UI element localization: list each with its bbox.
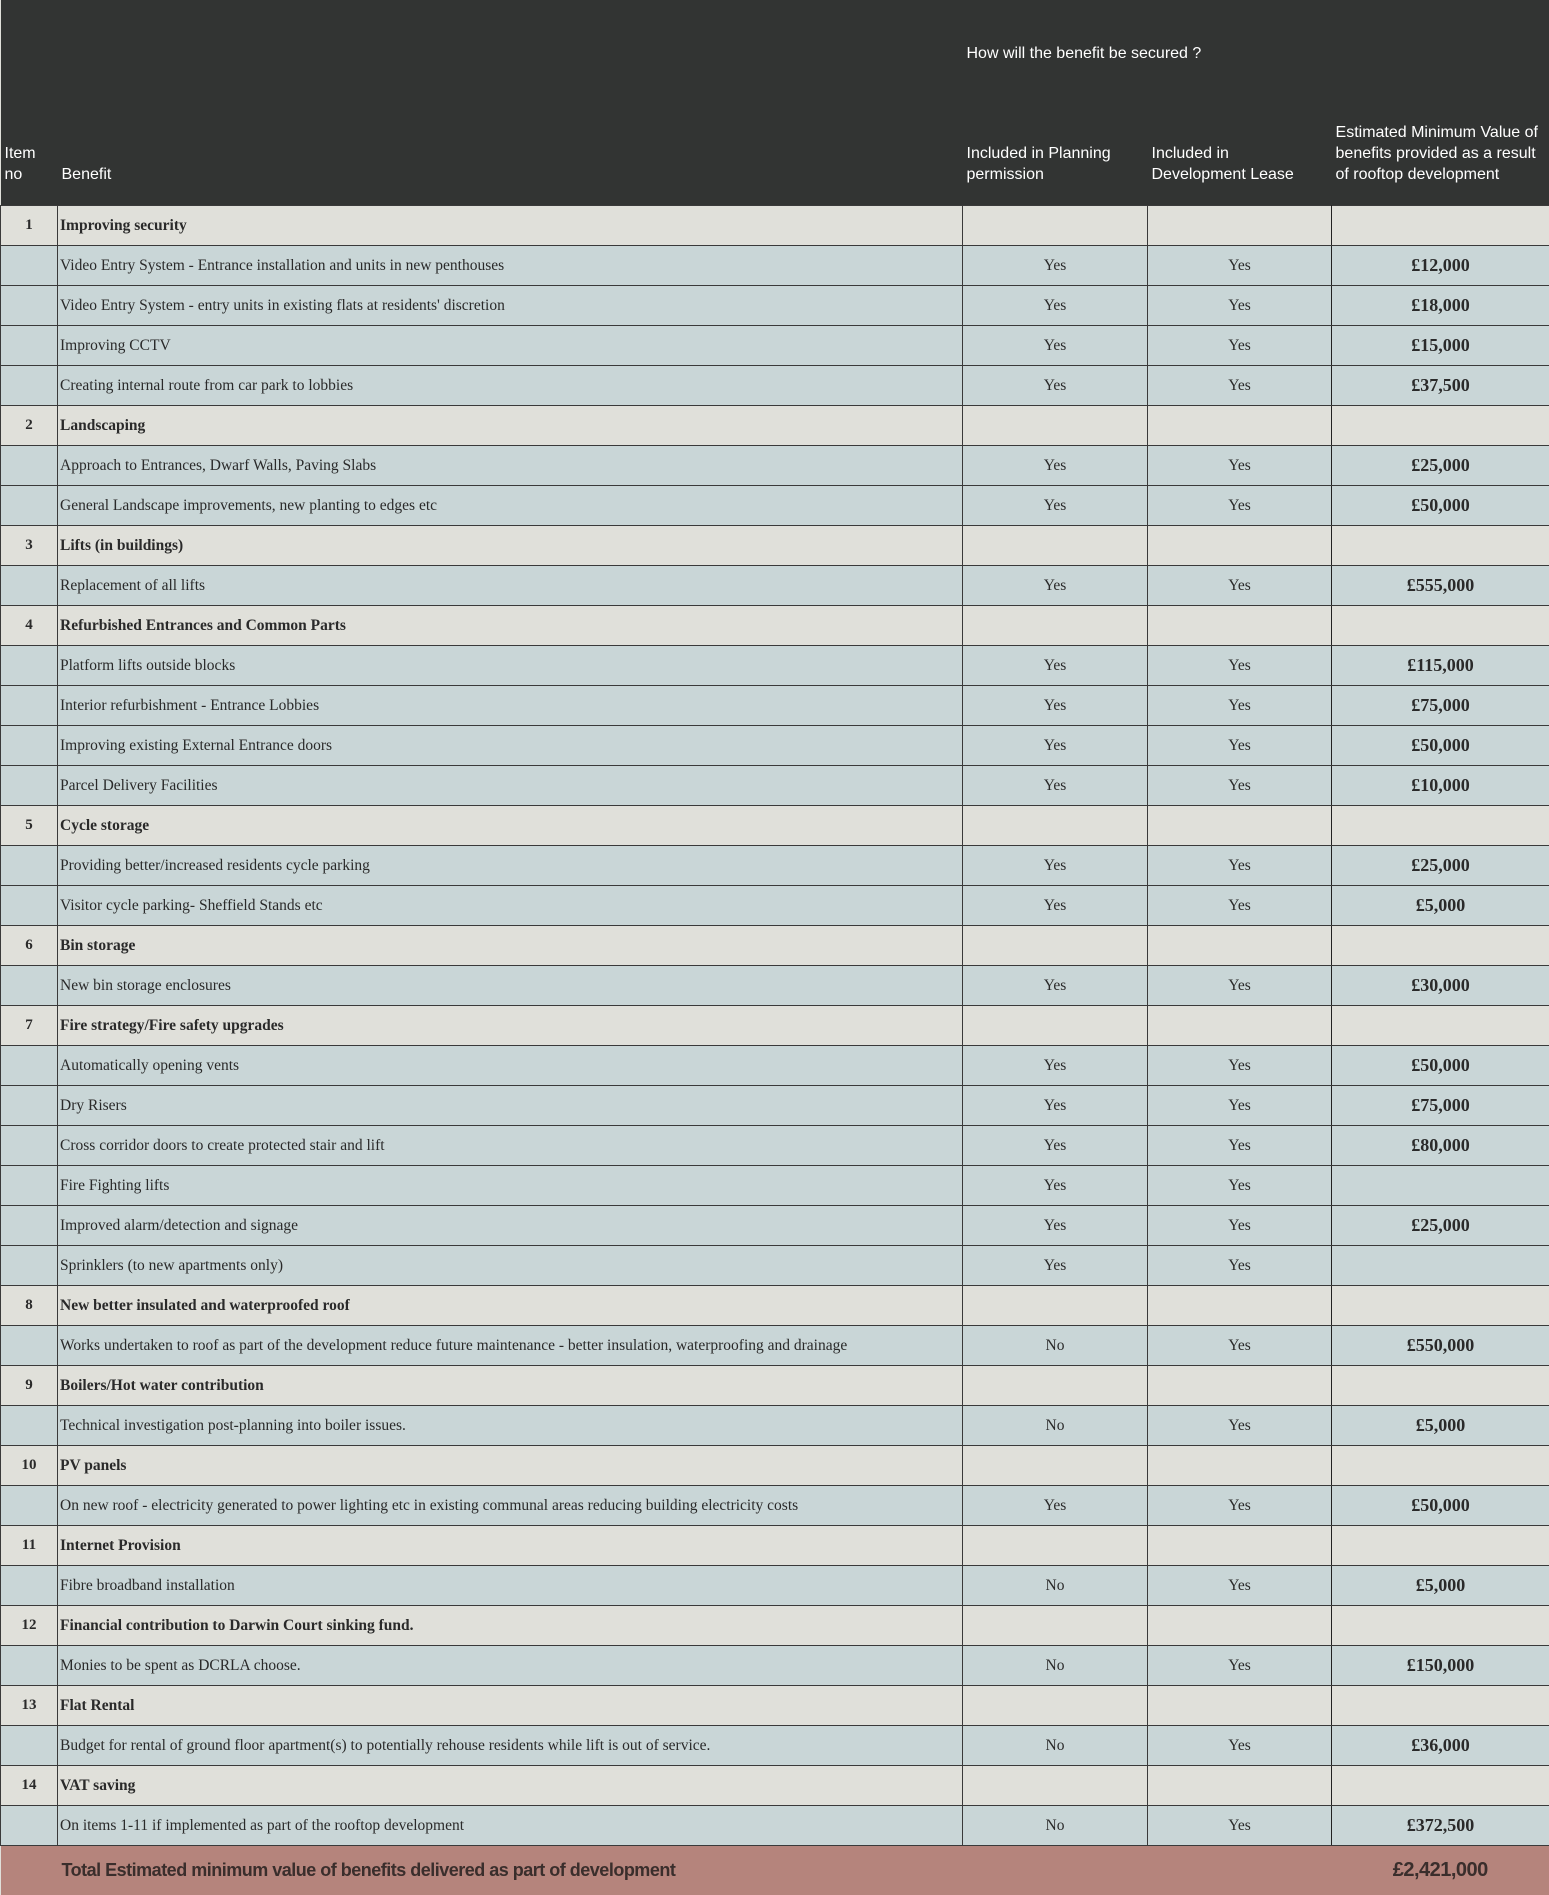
table-row: [1, 1326, 1549, 1366]
benefit-cell: Providing better/increased residents cycle parking: [58, 846, 963, 886]
planning-cell: [963, 606, 1148, 646]
table-row: [1, 1646, 1549, 1686]
table-row: [1, 486, 1549, 526]
lease-cell: Yes: [1148, 1206, 1332, 1246]
value-cell: [1332, 1446, 1549, 1486]
section-row: [1, 806, 1549, 846]
planning-cell: [963, 526, 1148, 566]
value-cell: [1332, 926, 1549, 966]
lease-cell: Yes: [1148, 766, 1332, 806]
item-no-cell: [1, 486, 58, 526]
value-cell: £50,000: [1332, 1486, 1549, 1526]
section-row: [1, 406, 1549, 446]
lease-cell: [1148, 1446, 1332, 1486]
value-cell: £115,000: [1332, 646, 1549, 686]
lease-cell: Yes: [1148, 726, 1332, 766]
lease-cell: Yes: [1148, 966, 1332, 1006]
item-no-cell: [1, 286, 58, 326]
value-cell: £37,500: [1332, 366, 1549, 406]
item-no-cell: 4: [1, 606, 58, 646]
table-row: [1, 1246, 1549, 1286]
item-no-cell: 12: [1, 1606, 58, 1646]
benefit-cell: On new roof - electricity generated to power lighting etc in existing communal areas reducing building electricity costs: [58, 1486, 963, 1526]
value-cell: £50,000: [1332, 1046, 1549, 1086]
planning-cell: No: [963, 1646, 1148, 1686]
benefit-cell: Improved alarm/detection and signage: [58, 1206, 963, 1246]
planning-cell: Yes: [963, 1126, 1148, 1166]
benefit-cell: Dry Risers: [58, 1086, 963, 1126]
benefit-cell: Refurbished Entrances and Common Parts: [58, 606, 963, 646]
item-no-cell: 3: [1, 526, 58, 566]
table-row: [1, 1046, 1549, 1086]
benefit-cell: Flat Rental: [58, 1686, 963, 1726]
lease-cell: Yes: [1148, 326, 1332, 366]
value-header: Estimated Minimum Value of benefits provided as a result of rooftop development: [1332, 105, 1549, 206]
item-no-cell: 8: [1, 1286, 58, 1326]
benefit-cell: Improving existing External Entrance doors: [58, 726, 963, 766]
planning-cell: Yes: [963, 726, 1148, 766]
benefit-cell: Video Entry System - Entrance installation and units in new penthouses: [58, 246, 963, 286]
value-cell: [1332, 1006, 1549, 1046]
benefit-cell: Visitor cycle parking- Sheffield Stands etc: [58, 886, 963, 926]
table-row: [1, 886, 1549, 926]
item-no-cell: 13: [1, 1686, 58, 1726]
planning-cell: Yes: [963, 366, 1148, 406]
lease-cell: [1148, 926, 1332, 966]
planning-cell: [963, 1286, 1148, 1326]
lease-cell: Yes: [1148, 686, 1332, 726]
item-no-cell: [1, 1046, 58, 1086]
value-cell: £25,000: [1332, 1206, 1549, 1246]
planning-cell: [963, 406, 1148, 446]
lease-cell: Yes: [1148, 886, 1332, 926]
lease-cell: [1148, 1526, 1332, 1566]
table-row: [1, 1126, 1549, 1166]
planning-cell: [963, 1766, 1148, 1806]
value-cell: [1332, 526, 1549, 566]
value-cell: £5,000: [1332, 886, 1549, 926]
benefit-cell: Sprinklers (to new apartments only): [58, 1246, 963, 1286]
value-cell: £18,000: [1332, 286, 1549, 326]
benefit-cell: Cycle storage: [58, 806, 963, 846]
lease-cell: Yes: [1148, 1486, 1332, 1526]
item-no-cell: [1, 766, 58, 806]
table-row: [1, 1406, 1549, 1446]
planning-cell: Yes: [963, 1166, 1148, 1206]
benefit-cell: Landscaping: [58, 406, 963, 446]
benefit-cell: New bin storage enclosures: [58, 966, 963, 1006]
planning-cell: No: [963, 1806, 1148, 1846]
lease-cell: Yes: [1148, 1046, 1332, 1086]
table-row: [1, 686, 1549, 726]
total-row: [1, 1846, 1549, 1895]
lease-cell: Yes: [1148, 1086, 1332, 1126]
benefit-cell: Creating internal route from car park to lobbies: [58, 366, 963, 406]
table-row: [1, 766, 1549, 806]
planning-cell: Yes: [963, 486, 1148, 526]
table-row: [1, 1486, 1549, 1526]
benefit-cell: Cross corridor doors to create protected stair and lift: [58, 1126, 963, 1166]
value-cell: [1332, 1166, 1549, 1206]
planning-cell: No: [963, 1406, 1148, 1446]
lease-cell: Yes: [1148, 646, 1332, 686]
item-no-cell: [1, 1246, 58, 1286]
total-label: Total Estimated minimum value of benefits delivered as part of development: [58, 1846, 1332, 1895]
value-cell: £50,000: [1332, 486, 1549, 526]
value-cell: £30,000: [1332, 966, 1549, 1006]
table-row: [1, 1806, 1549, 1846]
planning-cell: Yes: [963, 966, 1148, 1006]
table-row: [1, 846, 1549, 886]
planning-cell: Yes: [963, 846, 1148, 886]
lease-cell: [1148, 1286, 1332, 1326]
table-row: [1, 286, 1549, 326]
item-no-cell: [1, 966, 58, 1006]
value-cell: [1332, 806, 1549, 846]
value-cell: £75,000: [1332, 1086, 1549, 1126]
benefit-cell: Fibre broadband installation: [58, 1566, 963, 1606]
item-no-cell: [1, 1566, 58, 1606]
lease-cell: Yes: [1148, 1406, 1332, 1446]
benefit-cell: Video Entry System - entry units in existing flats at residents' discretion: [58, 286, 963, 326]
planning-cell: [963, 1526, 1148, 1566]
item-no-cell: 7: [1, 1006, 58, 1046]
planning-cell: Yes: [963, 1086, 1148, 1126]
lease-cell: Yes: [1148, 1566, 1332, 1606]
section-row: [1, 1526, 1549, 1566]
table-row: [1, 1166, 1549, 1206]
planning-cell: Yes: [963, 1246, 1148, 1286]
planning-cell: [963, 206, 1148, 246]
item-no-cell: [1, 446, 58, 486]
item-no-cell: 14: [1, 1766, 58, 1806]
benefit-cell: Technical investigation post-planning into boiler issues.: [58, 1406, 963, 1446]
lease-cell: [1148, 1686, 1332, 1726]
value-cell: £5,000: [1332, 1566, 1549, 1606]
value-cell: [1332, 206, 1549, 246]
benefit-cell: Platform lifts outside blocks: [58, 646, 963, 686]
table-body: [1, 206, 1549, 1846]
benefit-cell: Monies to be spent as DCRLA choose.: [58, 1646, 963, 1686]
planning-cell: [963, 1366, 1148, 1406]
table-row: [1, 246, 1549, 286]
lease-cell: Yes: [1148, 1126, 1332, 1166]
planning-cell: Yes: [963, 286, 1148, 326]
item-no-cell: 11: [1, 1526, 58, 1566]
planning-cell: No: [963, 1726, 1148, 1766]
section-row: [1, 606, 1549, 646]
item-no-cell: [1, 1486, 58, 1526]
lease-cell: Yes: [1148, 1646, 1332, 1686]
value-cell: £75,000: [1332, 686, 1549, 726]
lease-cell: [1148, 526, 1332, 566]
lease-cell: Yes: [1148, 286, 1332, 326]
item-no-cell: [1, 366, 58, 406]
item-no-cell: [1, 726, 58, 766]
lease-cell: Yes: [1148, 366, 1332, 406]
benefit-cell: Budget for rental of ground floor apartment(s) to potentially rehouse residents while lift is out of service.: [58, 1726, 963, 1766]
item-no-cell: [1, 886, 58, 926]
item-no-cell: 6: [1, 926, 58, 966]
value-cell: [1332, 606, 1549, 646]
table-row: [1, 966, 1549, 1006]
table-row: [1, 1566, 1549, 1606]
section-row: [1, 1286, 1549, 1326]
planning-header: Included in Planning permission: [963, 105, 1148, 206]
planning-cell: No: [963, 1326, 1148, 1366]
benefit-cell: Financial contribution to Darwin Court sinking fund.: [58, 1606, 963, 1646]
item-no-cell: [1, 326, 58, 366]
lease-cell: [1148, 206, 1332, 246]
total-value: £2,421,000: [1332, 1846, 1549, 1895]
benefit-cell: Parcel Delivery Facilities: [58, 766, 963, 806]
table-row: [1, 566, 1549, 606]
item-no-cell: [1, 846, 58, 886]
lease-cell: [1148, 406, 1332, 446]
planning-cell: Yes: [963, 446, 1148, 486]
item-no-cell: 9: [1, 1366, 58, 1406]
item-no-cell: [1, 1406, 58, 1446]
item-no-cell: 10: [1, 1446, 58, 1486]
planning-cell: Yes: [963, 766, 1148, 806]
benefit-cell: Fire Fighting lifts: [58, 1166, 963, 1206]
value-cell: [1332, 1606, 1549, 1646]
planning-cell: Yes: [963, 1486, 1148, 1526]
section-row: [1, 1366, 1549, 1406]
value-cell: £25,000: [1332, 846, 1549, 886]
benefit-cell: Improving CCTV: [58, 326, 963, 366]
value-cell: [1332, 1366, 1549, 1406]
item-no-cell: [1, 1126, 58, 1166]
table-row: [1, 1086, 1549, 1126]
benefit-cell: Lifts (in buildings): [58, 526, 963, 566]
planning-cell: Yes: [963, 1046, 1148, 1086]
lease-cell: Yes: [1148, 486, 1332, 526]
benefit-cell: Approach to Entrances, Dwarf Walls, Paving Slabs: [58, 446, 963, 486]
value-cell: [1332, 1286, 1549, 1326]
section-row: [1, 1766, 1549, 1806]
section-row: [1, 926, 1549, 966]
planning-cell: Yes: [963, 646, 1148, 686]
table-header: [1, 0, 1549, 206]
value-cell: £5,000: [1332, 1406, 1549, 1446]
benefit-cell: Replacement of all lifts: [58, 566, 963, 606]
planning-cell: Yes: [963, 326, 1148, 366]
benefit-cell: Works undertaken to roof as part of the development reduce future maintenance - better insulation, waterproofing and drainage: [58, 1326, 963, 1366]
item-no-cell: [1, 646, 58, 686]
value-cell: £80,000: [1332, 1126, 1549, 1166]
value-cell: £25,000: [1332, 446, 1549, 486]
table-row: [1, 366, 1549, 406]
benefit-cell: Automatically opening vents: [58, 1046, 963, 1086]
benefit-cell: Fire strategy/Fire safety upgrades: [58, 1006, 963, 1046]
planning-cell: [963, 806, 1148, 846]
item-no-cell: [1, 566, 58, 606]
planning-cell: Yes: [963, 566, 1148, 606]
lease-cell: [1148, 1366, 1332, 1406]
value-cell: £555,000: [1332, 566, 1549, 606]
table-row: [1, 1206, 1549, 1246]
table-row: [1, 1726, 1549, 1766]
lease-cell: [1148, 606, 1332, 646]
item-no-cell: [1, 686, 58, 726]
section-row: [1, 1446, 1549, 1486]
table-row: [1, 726, 1549, 766]
item-no-cell: [1, 1726, 58, 1766]
section-row: [1, 1686, 1549, 1726]
planning-cell: Yes: [963, 886, 1148, 926]
benefit-cell: Interior refurbishment - Entrance Lobbies: [58, 686, 963, 726]
planning-cell: No: [963, 1566, 1148, 1606]
benefit-header: Benefit: [58, 105, 963, 206]
lease-cell: [1148, 1766, 1332, 1806]
item-no-cell: [1, 1166, 58, 1206]
lease-cell: Yes: [1148, 1246, 1332, 1286]
section-row: [1, 1606, 1549, 1646]
item-no-header: Item no: [1, 105, 58, 206]
value-cell: £150,000: [1332, 1646, 1549, 1686]
value-cell: £36,000: [1332, 1726, 1549, 1766]
value-cell: [1332, 1686, 1549, 1726]
section-row: [1, 1006, 1549, 1046]
value-cell: £15,000: [1332, 326, 1549, 366]
lease-cell: [1148, 1006, 1332, 1046]
planning-cell: [963, 1686, 1148, 1726]
planning-cell: Yes: [963, 686, 1148, 726]
lease-cell: Yes: [1148, 246, 1332, 286]
benefit-cell: General Landscape improvements, new planting to edges etc: [58, 486, 963, 526]
table-row: [1, 326, 1549, 366]
value-cell: [1332, 1246, 1549, 1286]
item-no-cell: [1, 246, 58, 286]
item-no-cell: [1, 1206, 58, 1246]
lease-cell: Yes: [1148, 846, 1332, 886]
item-no-cell: 1: [1, 206, 58, 246]
value-cell: £10,000: [1332, 766, 1549, 806]
planning-cell: [963, 1446, 1148, 1486]
value-cell: £550,000: [1332, 1326, 1549, 1366]
lease-cell: Yes: [1148, 1326, 1332, 1366]
item-no-cell: [1, 1806, 58, 1846]
planning-cell: Yes: [963, 246, 1148, 286]
secured-question-header: How will the benefit be secured ?: [963, 0, 1332, 105]
value-cell: £372,500: [1332, 1806, 1549, 1846]
item-no-cell: [1, 1646, 58, 1686]
benefit-cell: On items 1-11 if implemented as part of the rooftop development: [58, 1806, 963, 1846]
item-no-cell: [1, 1086, 58, 1126]
planning-cell: [963, 1006, 1148, 1046]
lease-cell: [1148, 806, 1332, 846]
value-cell: £12,000: [1332, 246, 1549, 286]
planning-cell: [963, 1606, 1148, 1646]
item-no-cell: [1, 1326, 58, 1366]
section-row: [1, 206, 1549, 246]
lease-cell: Yes: [1148, 566, 1332, 606]
benefit-cell: New better insulated and waterproofed roof: [58, 1286, 963, 1326]
lease-header: Included in Development Lease: [1148, 105, 1332, 206]
table-row: [1, 646, 1549, 686]
lease-cell: Yes: [1148, 1726, 1332, 1766]
benefit-cell: Boilers/Hot water contribution: [58, 1366, 963, 1406]
item-no-cell: 2: [1, 406, 58, 446]
value-cell: [1332, 406, 1549, 446]
lease-cell: Yes: [1148, 1166, 1332, 1206]
lease-cell: Yes: [1148, 446, 1332, 486]
benefit-cell: VAT saving: [58, 1766, 963, 1806]
benefit-cell: PV panels: [58, 1446, 963, 1486]
value-cell: [1332, 1766, 1549, 1806]
value-cell: £50,000: [1332, 726, 1549, 766]
value-cell: [1332, 1526, 1549, 1566]
planning-cell: Yes: [963, 1206, 1148, 1246]
section-row: [1, 526, 1549, 566]
item-no-cell: 5: [1, 806, 58, 846]
planning-cell: [963, 926, 1148, 966]
lease-cell: Yes: [1148, 1806, 1332, 1846]
benefit-cell: Internet Provision: [58, 1526, 963, 1566]
table-row: [1, 446, 1549, 486]
lease-cell: [1148, 1606, 1332, 1646]
benefit-cell: Bin storage: [58, 926, 963, 966]
benefit-cell: Improving security: [58, 206, 963, 246]
